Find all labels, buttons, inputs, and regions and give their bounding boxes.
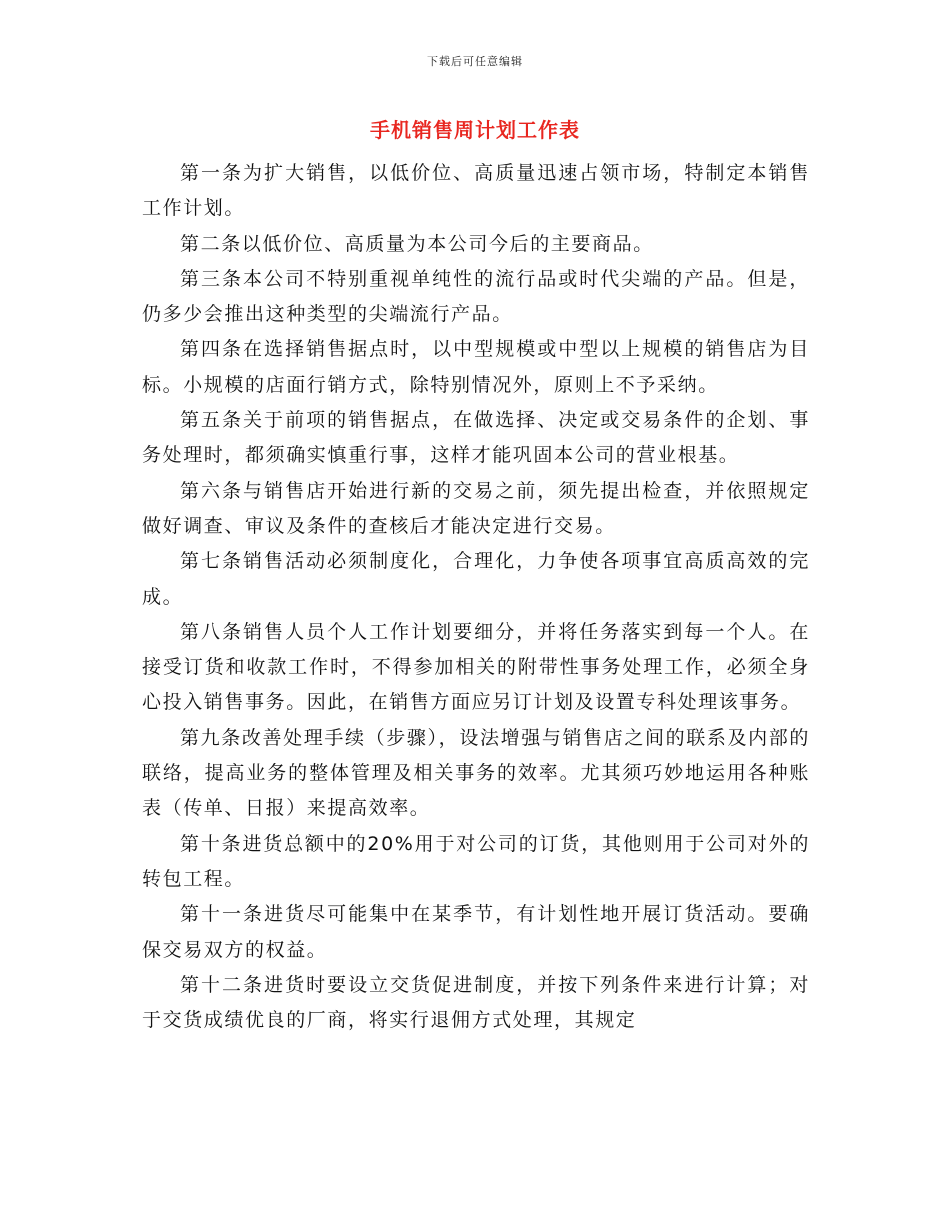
paragraph-article-2: 第二条以低价位、高质量为本公司今后的主要商品。 — [180, 232, 654, 255]
paragraph-article-4: 第四条在选择销售据点时，以中型规模或中型以上规模的销售店为目标。小规模的店面行销方式，除特别情况外，原则上不予采纳。 — [142, 338, 810, 396]
paragraph-article-6: 第六条与销售店开始进行新的交易之前，须先提出检查，并依照规定做好调查、审议及条件的查核后才能决定进行交易。 — [142, 479, 810, 537]
paragraph-article-12: 第十二条进货时要设立交货促进制度，并按下列条件来进行计算；对于交货成绩优良的厂商，将实行退佣方式处理，其规定 — [142, 973, 810, 1032]
paragraph-article-3: 第三条本公司不特别重视单纯性的流行品或时代尖端的产品。但是，仍多少会推出这种类型的尖端流行产品。 — [142, 267, 810, 326]
paragraph-article-7: 第七条销售活动必须制度化，合理化，力争使各项事宜高质高效的完成。 — [142, 550, 810, 608]
paragraph-article-1: 第一条为扩大销售，以低价位、高质量迅速占领市场，特制定本销售工作计划。 — [142, 162, 810, 220]
document-body — [142, 156, 810, 1038]
paragraph-article-9: 第九条改善处理手续（步骤），设法增强与销售店之间的联系及内部的联络，提高业务的整体管理及相关事务的效率。尤其须巧妙地运用各种账表（传单、日报）来提高效率。 — [142, 726, 810, 820]
paragraph-article-8: 第八条销售人员个人工作计划要细分，并将任务落实到每一个人。在接受订货和收款工作时，不得参加相关的附带性事务处理工作，必须全身心投入销售事务。因此，在销售方面应另订计划及设置专科处理该事务。 — [142, 620, 810, 714]
paragraph-article-5: 第五条关于前项的销售据点，在做选择、决定或交易条件的企划、事务处理时，都须确实慎重行事，这样才能巩固本公司的营业根基。 — [142, 409, 810, 467]
header-note: 下载后可任意编辑 — [427, 55, 523, 68]
paragraph-article-10: 第十条进货总额中的20%用于对公司的订货，其他则用于公司对外的转包工程。 — [142, 832, 810, 890]
paragraph-article-11: 第十一条进货尽可能集中在某季节，有计划性地开展订货活动。要确保交易双方的权益。 — [142, 903, 810, 961]
document-title: 手机销售周计划工作表 — [370, 118, 580, 142]
